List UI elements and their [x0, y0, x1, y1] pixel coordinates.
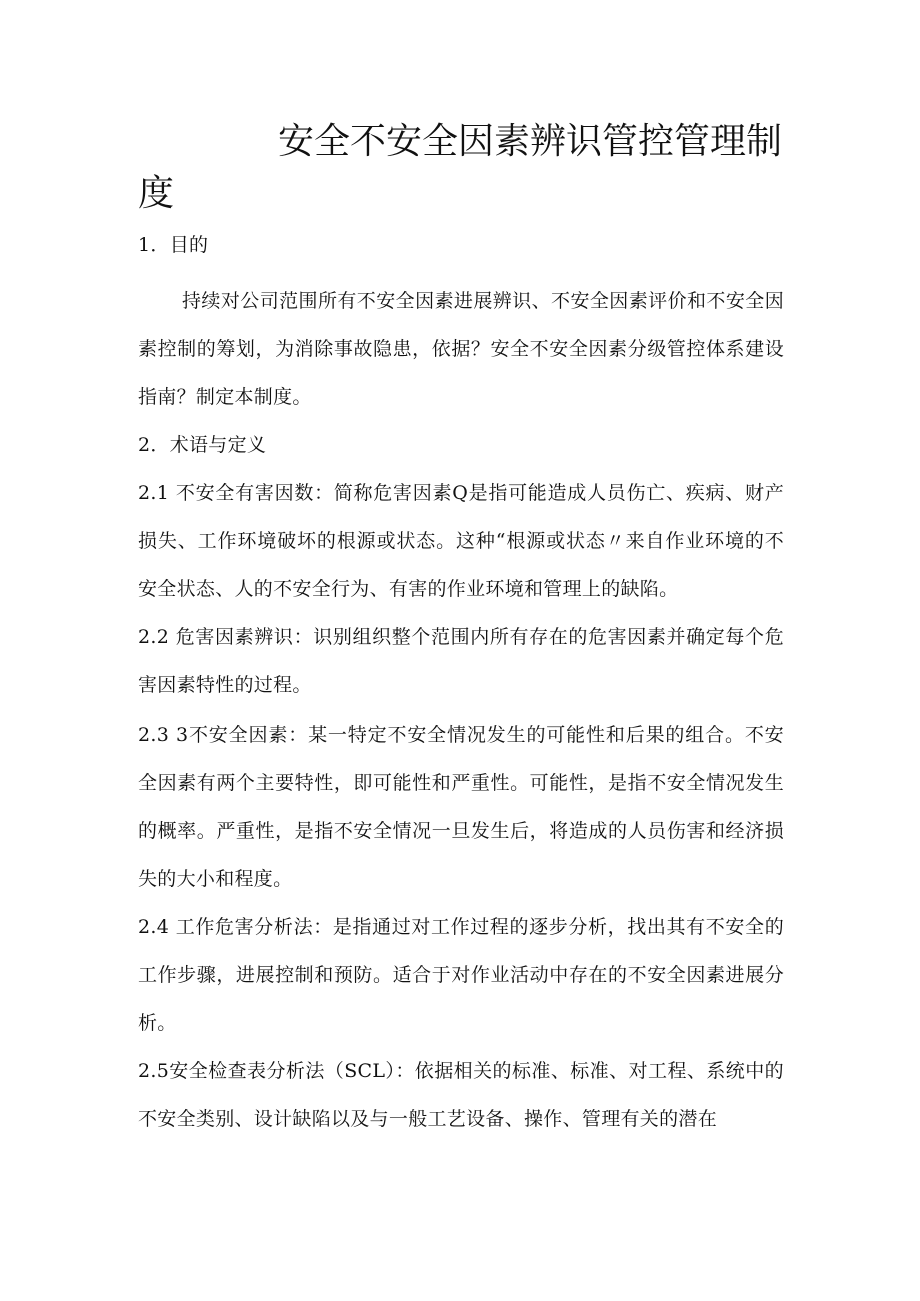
- document-title: 安全不安全因素辨识管控管理制: [277, 121, 782, 162]
- document-title-continued: 度: [138, 173, 175, 214]
- definition-2-1: 2.1 不安全有害因数：简称危害因素Q是指可能造成人员伤亡、疾病、财产损失、工作环境破坏的根源或状态。这种“根源或状态〃来自作业环境的不安全状态、人的不安全行为、有害的作业环境和管理上的缺陷。: [138, 482, 784, 600]
- definition-2-4: 2.4 工作危害分析法：是指通过对工作过程的逐步分析，找出其有不安全的工作步骤，进展控制和预防。适合于对作业活动中存在的不安全因素进展分析。: [138, 916, 784, 1034]
- section-1-heading: 1．目的: [138, 234, 209, 256]
- definition-2-3: 2.3 3不安全因素：某一特定不安全情况发生的可能性和后果的组合。不安全因素有两个主要特性，即可能性和严重性。可能性，是指不安全情况发生的概率。严重性，是指不安全情况一旦发生后，将造成的人员伤害和经济损失的大小和程度。: [138, 724, 784, 890]
- section-1-paragraph: 持续对公司范围所有不安全因素进展辨识、不安全因素评价和不安全因素控制的筹划，为消除事故隐患，依据？安全不安全因素分级管控体系建设指南？制定本制度。: [138, 290, 784, 408]
- definition-2-5: 2.5安全检查表分析法（SCL）：依据相关的标准、标准、对工程、系统中的不安全类别、设计缺陷以及与一般工艺设备、操作、管理有关的潜在: [138, 1060, 784, 1130]
- section-2-heading: 2．术语与定义: [138, 434, 267, 456]
- definition-2-2: 2.2 危害因素辨识：识别组织整个范围内所有存在的危害因素并确定每个危害因素特性的过程。: [138, 626, 784, 696]
